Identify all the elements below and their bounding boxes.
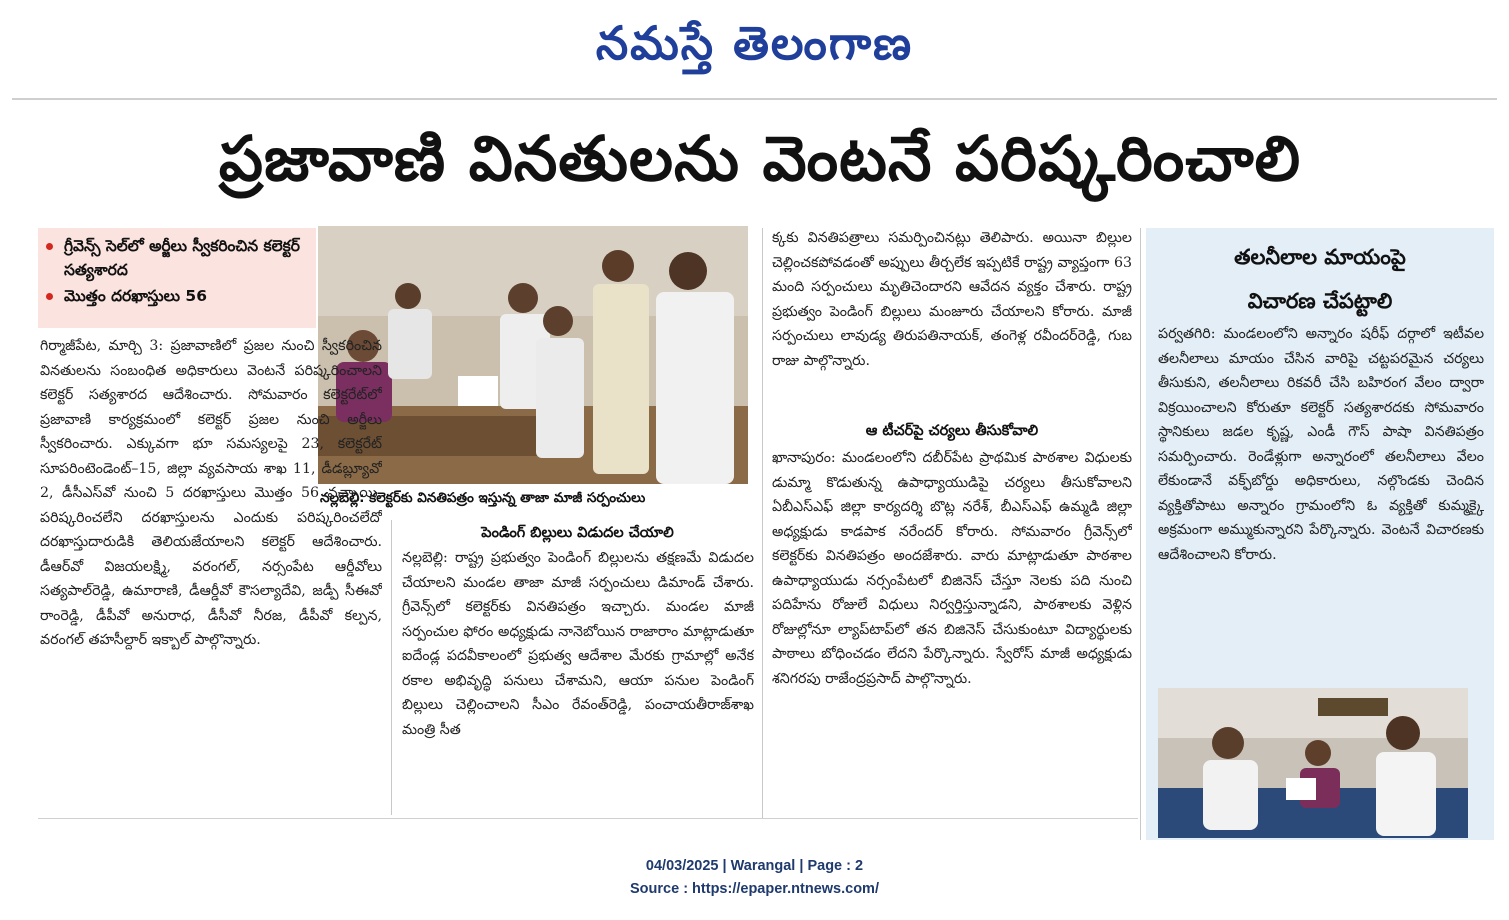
teacher-column: [772, 446, 1132, 808]
pending-bills-continuation-column: [772, 226, 1132, 418]
newspaper-masthead: నమస్తే తెలంగాణ: [595, 16, 914, 70]
highlight-text: గ్రీవెన్స్ సెల్‌లో అర్జీలు స్వీకరించిన కలెక్టర్ సత్యశారద: [64, 237, 300, 279]
teacher-heading: ఆ టీచర్‌పై చర్యలు తీసుకోవాలి: [865, 423, 1039, 439]
pending-bills-column: [402, 546, 754, 808]
news-photo-collector-meeting: [318, 226, 748, 484]
sidebar-text: పర్వతగిరి: మండలంలోని అన్నారం షరీఫ్ దర్గాలో ఇటీవల తలనీలాలు మాయం చేసిన వారిపై చట్టపరమైన చర్యలు తీసుకుని, తలనీలాలు రికవరీ చేసి బహిరంగ వేలం ద్వారా విక్రయించాలని కోరుతూ కలెక్టర్ సత్యశారదకు సోమవారం స్థానికులు జడల కృష్ణ, ఎండీ గౌస్ పాషా వినతిపత్రం సమర్పించారు. రెండేళ్లుగా అన్నారంలో తలనీలాలు వేలం లేకుండానే వక్ఫ్‌బోర్డు అధికారులు, నల్గొండకు చెందిన వ్యక్తితోపాటు అన్నారం గ్రామంలోని ఓ వ్యక్తితో కుమ్మక్కై అక్రమంగా అమ్ముకున్నారని పేర్కొన్నారు. వెంటనే విచారణకు ఆదేశించాలని కోరారు.: [1158, 326, 1484, 563]
column-divider: [1140, 228, 1141, 840]
pending-bills-continuation-text: క్కకు వినతిపత్రాలు సమర్పించినట్లు తెలిపారు. అయినా బిల్లుల చెల్లించకపోవడంతో అప్పులు తీర్చలేక ఇప్పటికే రాష్ట్ర వ్యాప్తంగా 63 మంది సర్పంచులు మృతిచెందారని ఆవేదన వ్యక్తం చేశారు. రాష్ట్ర ప్రభుత్వం పెండింగ్ బిల్లులు మంజూరు చేయాలని కోరారు. మాజీ సర్పంచులు లావుడ్య తిరుపతినాయక్, తంగెళ్ల రవీందర్‌రెడ్డి, గుబ రాజు పాల్గొన్నారు.: [772, 230, 1132, 369]
sidebar-photo-illustration: [1158, 688, 1468, 838]
highlight-text: మొత్తం దరఖాస్తులు 56: [64, 287, 207, 305]
highlight-item: [46, 234, 310, 282]
bullet-icon: [46, 243, 53, 250]
masthead-divider: [12, 98, 1497, 100]
bullet-icon: [46, 293, 53, 300]
bottom-divider: [38, 818, 1138, 819]
sidebar-heading-line2: విచారణ చేపట్టాలి: [1247, 289, 1393, 313]
photo-caption: నల్లబెల్లి: కలెక్టర్‌కు వినతిపత్రం ఇస్తున్న తాజా మాజీ సర్పంచులు: [320, 490, 646, 506]
main-headline: ప్రజావాణి వినతులను వెంటనే పరిష్కరించాలి: [218, 122, 1302, 195]
footer-dateline: 04/03/2025 | Warangal | Page : 2: [645, 858, 864, 874]
highlights-box: [38, 228, 316, 328]
footer-source: Source : https://epaper.ntnews.com/: [630, 881, 879, 897]
news-photo-sidebar: [1158, 688, 1468, 838]
column-divider: [391, 520, 392, 815]
footer-edition: Warangal: [730, 858, 796, 874]
sidebar-text-column: [1158, 322, 1484, 678]
column-divider: [762, 228, 763, 818]
footer-date: 04/03/2025: [645, 858, 719, 874]
sidebar-heading-line1: తలనీలాల మాయంపై: [1234, 245, 1406, 269]
article-main-text: గిర్మాజీపేట, మార్చి 3: ప్రజావాణిలో ప్రజల నుంచి స్వీకరించిన వినతులను సంబంధిత అధికారులు వెంటనే పరిష్కరించాలని కలెక్టర్ సత్యశారద ఆదేశించారు. సోమవారం కలెక్టరేట్‌లో ప్రజావాణి కార్యక్రమంలో కలెక్టర్ ప్రజల నుంచి అర్జీలు స్వీకరించారు. ఎక్కువగా భూ సమస్యలపై 23, కలెక్టరేట్ సూపరింటెండెంట్–15, జిల్లా వ్యవసాయ శాఖ 11, డీడబ్ల్యూవో 2, డీసీఎస్‌వో నుంచి 5 దరఖాస్తులు మొత్తం 56 వచ్చాయి. పరిష్కరించలేని దరఖాస్తులను ఎందుకు పరిష్కరించలేదో దరఖాస్తుదారుడికి తెలియజేయాలని కలెక్టర్ ఆదేశించారు. డీఆర్‌వో విజయలక్ష్మి, వరంగల్, నర్సంపేట ఆర్డీవోలు సత్యపాల్‌రెడ్డి, ఉమారాణి, డీఆర్డీవో కౌసల్యాదేవి, జడ్పీ సీఈవో రాంరెడ్డి, డీపీవో అనురాధ, డీసీవో నీరజ, డీపీవో కల్పన, వరంగల్ తహసీల్దార్ ఇక్బాల్ పాల్గొన్నారు.: [40, 338, 382, 648]
pending-bills-heading: పెండింగ్ బిల్లులు విడుదల చేయాలి: [481, 525, 674, 541]
highlight-item: [46, 284, 310, 308]
footer-page: Page : 2: [807, 858, 864, 874]
photo-illustration: [318, 226, 748, 484]
teacher-text: ఖానాపురం: మండలంలోని దబీర్‌పేట ప్రాథమిక పాఠశాల విధులకు డుమ్మా కొడుతున్న ఉపాధ్యాయుడిపై చర్యలు తీసుకోవాలని ఏబీఎస్ఎఫ్ జిల్లా కార్యదర్శి బొట్ల నరేశ్, బీఎస్ఎఫ్ ఉమ్మడి జిల్లా అధ్యక్షుడు కాడపాక నరేందర్ కోరారు. సోమవారం గ్రీవెన్స్‌లో కలెక్టర్‌కు వినతిపత్రం అందజేశారు. వారు మాట్లాడుతూ పాఠశాల ఉపాధ్యాయుడు నర్సంపేటలో బిజినెస్ చేస్తూ నెలకు పది నుంచి పదిహేను రోజులే విధులు నిర్వర్తిస్తున్నాడని, పాఠశాలకు వెళ్లిన రోజుల్లోనూ ల్యాప్‌టాప్‌లో తన బిజినెస్ చేసుకుంటూ విద్యార్థులకు పాఠాలు బోధించడం లేదని పేర్కొన్నారు. స్వేరోస్ మాజీ అధ్యక్షుడు శనిగరపు రాజేంద్రప్రసాద్ పాల్గొన్నారు.: [772, 450, 1132, 687]
pending-bills-text: నల్లబెల్లి: రాష్ట్ర ప్రభుత్వం పెండింగ్ బిల్లులను తక్షణమే విడుదల చేయాలని మండల తాజా మాజీ సర్పంచులు డిమాండ్ చేశారు. గ్రీవెన్స్‌లో కలెక్టర్‌కు వినతిపత్రం ఇచ్చారు. మండల మాజీ సర్పంచుల ఫోరం అధ్యక్షుడు నానెబోయిన రాజారాం మాట్లాడుతూ ఐదేండ్ల పదవీకాలంలో ప్రభుత్వ ఆదేశాల మేరకు గ్రామాల్లో అనేక రకాల అభివృద్ధి పనులు చేశామని, ఆయా పనుల పెండింగ్ బిల్లులు చెల్లించాలని సీఎం రేవంత్‌రెడ్డి, పంచాయతీరాజ్‌శాఖ మంత్రి సీత: [402, 550, 754, 738]
article-main-column: [40, 334, 382, 814]
